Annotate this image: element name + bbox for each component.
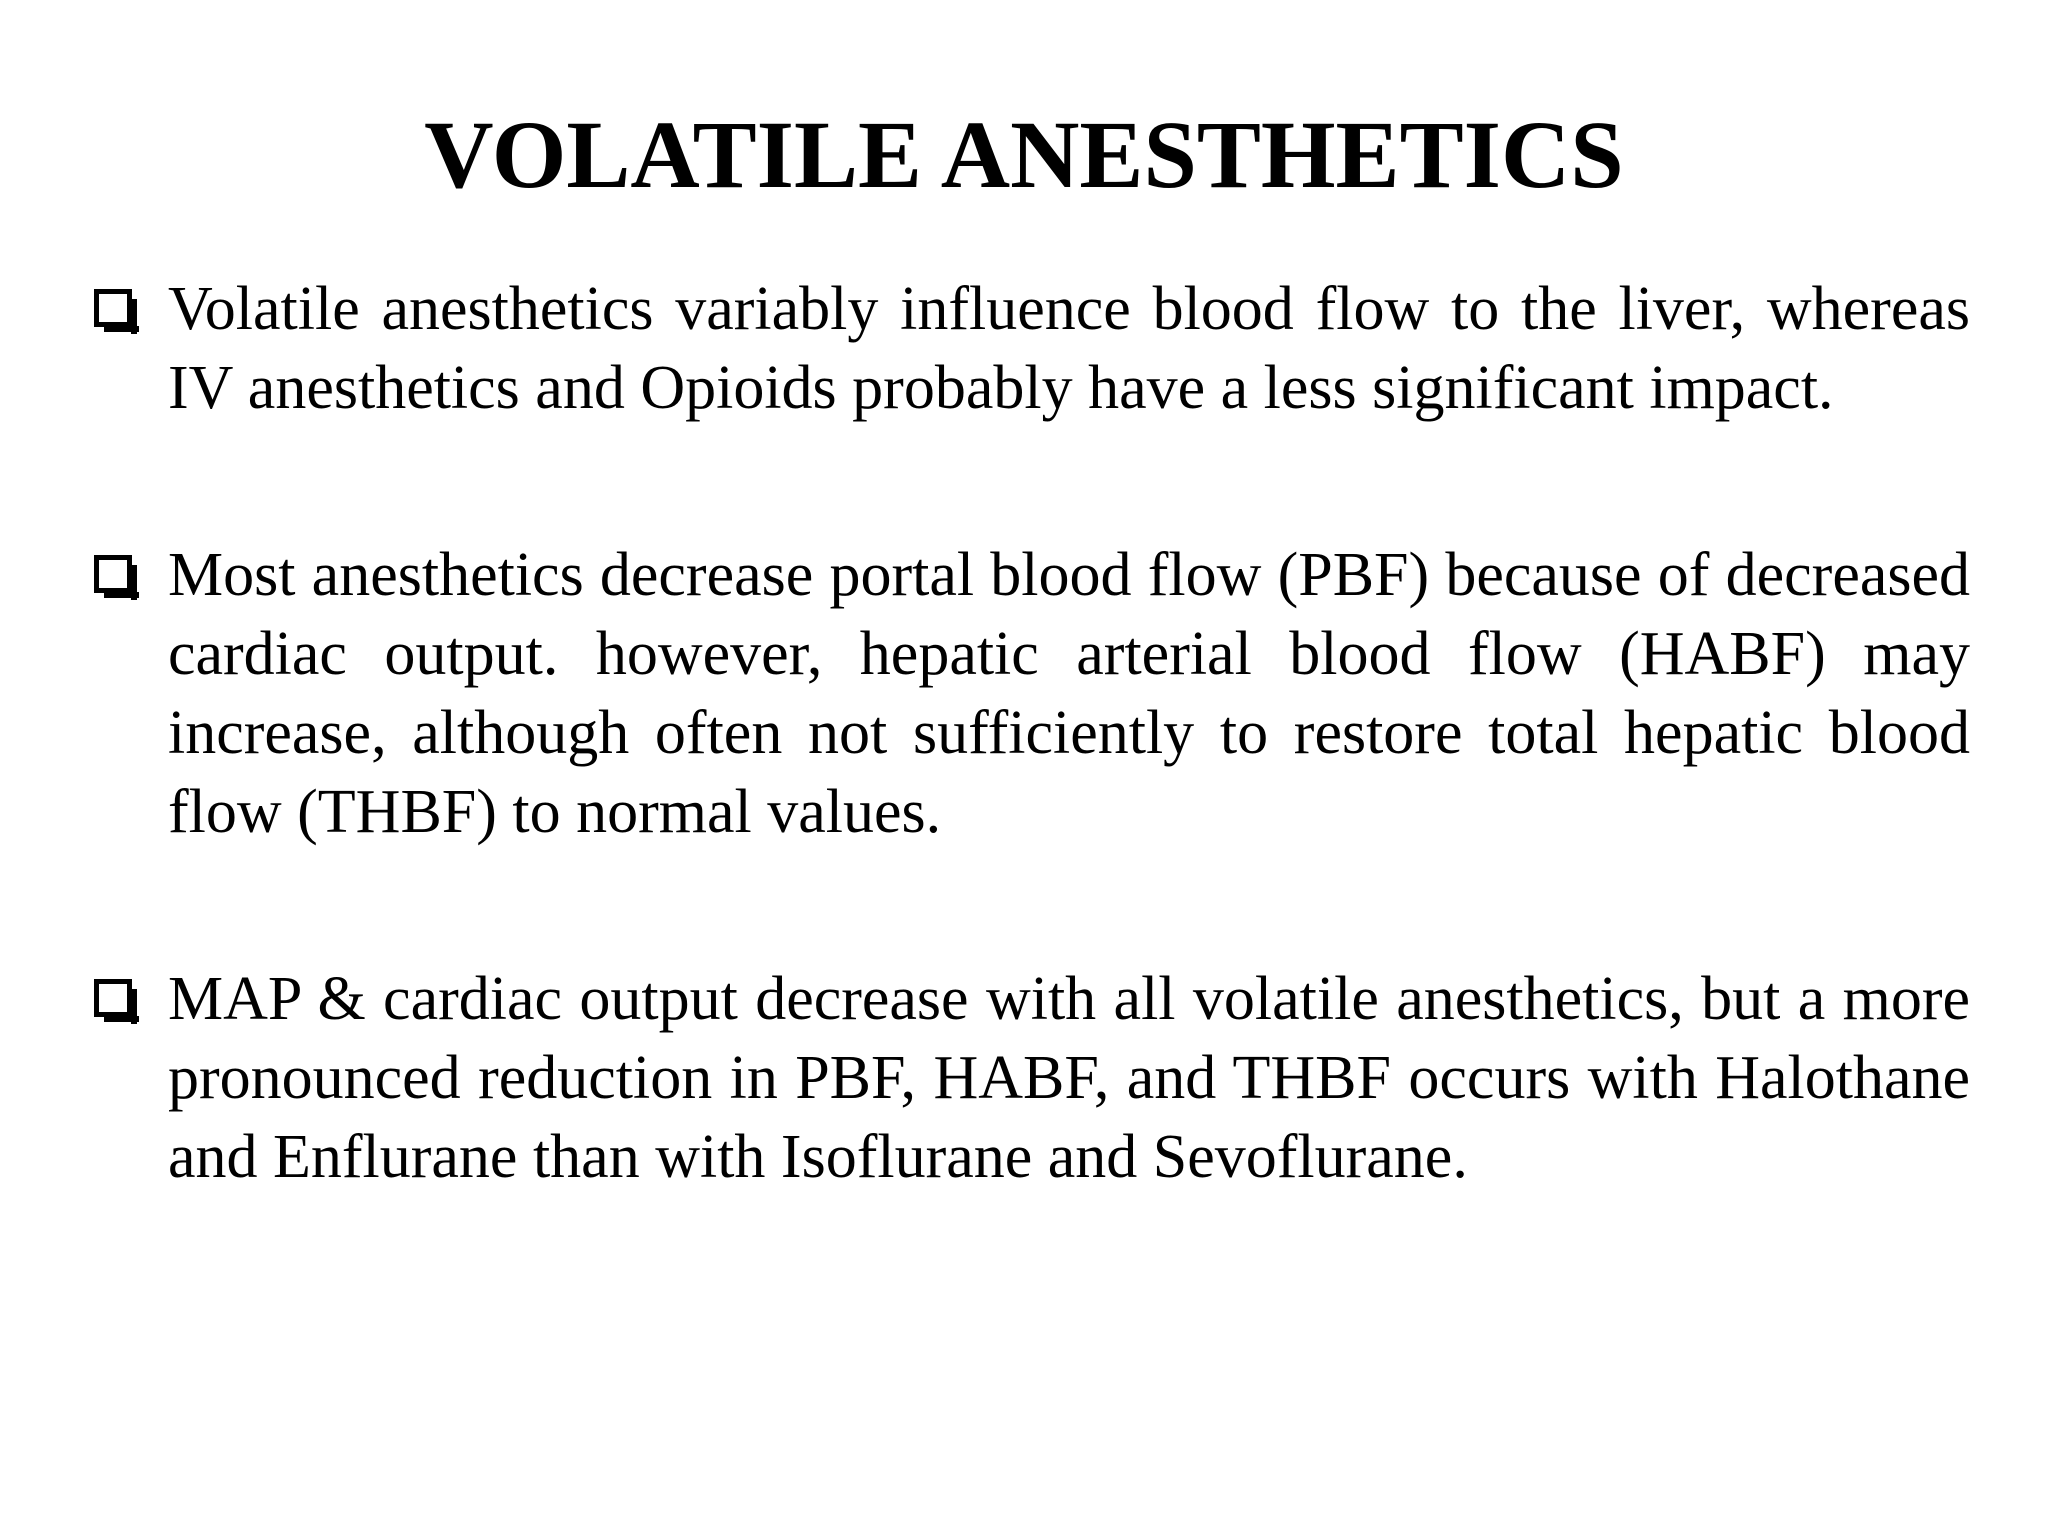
bullet-item-2	[90, 536, 1970, 852]
checkbox-square-icon	[94, 289, 132, 327]
checkbox-square-icon	[94, 555, 132, 593]
bullet-text: Volatile anesthetics variably influence blood flow to the liver, whereas IV anesthetics and Opioids probably have a less significant impact.	[168, 275, 1970, 422]
bullet-text: MAP & cardiac output decrease with all volatile anesthetics, but a more pronounced reduction in PBF, HABF, and THBF occurs with Halothane and Enflurane than with Isoflurane and Sevoflurane.	[168, 965, 1970, 1191]
checkbox-square-icon	[94, 979, 132, 1017]
bullet-text: Most anesthetics decrease portal blood flow (PBF) because of decreased cardiac output. however, hepatic arterial blood flow (HABF) may increase, although often not sufficiently to restore total hepatic blood flow (THBF) to normal values.	[168, 541, 1970, 846]
bullet-item-3	[90, 960, 1970, 1197]
bullet-list	[90, 270, 1970, 1197]
bullet-item-1	[90, 270, 1970, 428]
slide-title: VOLATILE ANESTHETICS	[424, 101, 1624, 208]
